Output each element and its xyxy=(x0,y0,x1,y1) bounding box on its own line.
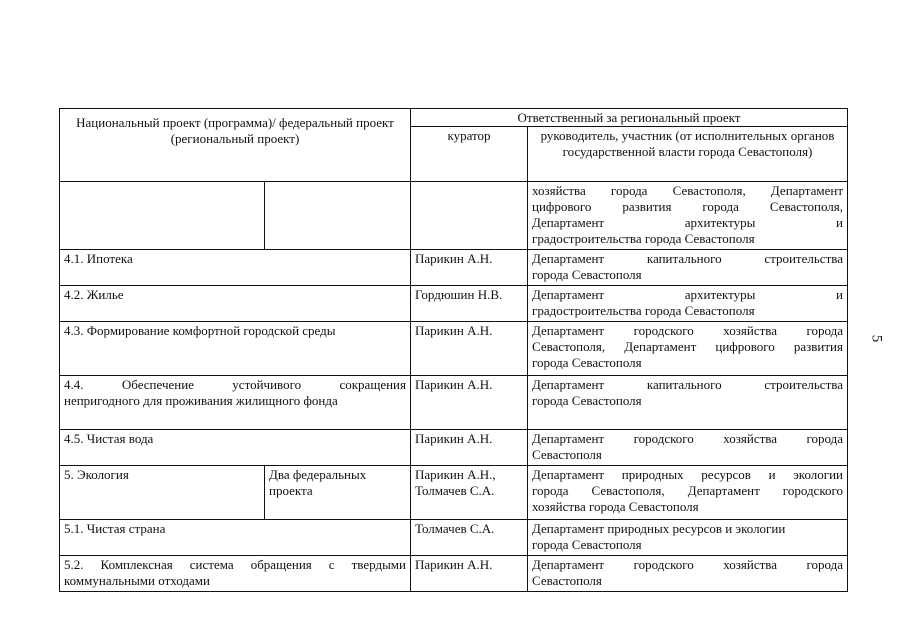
table-row xyxy=(60,286,848,322)
text-line: Севастополя xyxy=(532,573,602,588)
curator-cell: Парикин А.Н. xyxy=(411,322,528,376)
project-cell xyxy=(60,556,411,592)
text-line: города Севастополя, Департамент городского xyxy=(532,483,843,498)
project-cell: 4.1. Ипотека xyxy=(60,250,411,286)
continuation-row xyxy=(60,182,848,250)
leader-cell xyxy=(528,322,848,376)
text-line: 5.2. Комплексная система обращения с твердыми xyxy=(64,557,406,572)
project-cell: 5.1. Чистая страна xyxy=(60,520,411,556)
leader-cell xyxy=(528,430,848,466)
curator-cell: Гордюшин Н.В. xyxy=(411,286,528,322)
curator-cell: Толмачев С.А. xyxy=(411,520,528,556)
table-row xyxy=(60,520,848,556)
project-cell xyxy=(60,376,411,430)
text-line: Севастополя, Департамент цифрового развития xyxy=(532,339,843,354)
text-line: цифрового развития города Севастополя, xyxy=(532,199,843,214)
text-line: градостроительства города Севастополя xyxy=(532,303,755,318)
curator-cell: Парикин А.Н. xyxy=(411,430,528,466)
table-row xyxy=(60,250,848,286)
responsibility-table xyxy=(59,108,848,592)
project-cell: 4.2. Жилье xyxy=(60,286,411,322)
text-line: коммунальными отходами xyxy=(64,573,210,588)
text-line: Департамент городского хозяйства города xyxy=(532,323,843,338)
leader-cell xyxy=(528,376,848,430)
curator-cell: Парикин А.Н. xyxy=(411,376,528,430)
text-line: Департамент капитального строительства xyxy=(532,251,843,266)
table-row xyxy=(60,466,848,520)
text-line: Департамент архитектуры и xyxy=(532,215,843,230)
page-number: 5 xyxy=(868,334,885,343)
leader-cell xyxy=(528,250,848,286)
text-line: непригодного для проживания жилищного фонда xyxy=(64,393,338,408)
table-row xyxy=(60,430,848,466)
text-line: 4.4. Обеспечение устойчивого сокращения xyxy=(64,377,406,392)
cell-empty xyxy=(411,182,528,250)
text-line: Департамент капитального строительства xyxy=(532,377,843,392)
text-line: города Севастополя xyxy=(532,537,642,552)
text-line: Департамент городского хозяйства города xyxy=(532,431,843,446)
leader-cell xyxy=(528,556,848,592)
table-row xyxy=(60,322,848,376)
curator-cell xyxy=(411,466,528,520)
header-row xyxy=(60,109,848,127)
header-curator: куратор xyxy=(411,127,528,182)
header-leader: руководитель, участник (от исполнительных органов государственной власти города Севастополя) xyxy=(528,127,848,182)
text-line: города Севастополя xyxy=(532,393,642,408)
text-line: хозяйства города Севастополя, Департамент xyxy=(532,183,843,198)
header-responsible: Ответственный за региональный проект xyxy=(411,109,848,127)
text-line: Севастополя xyxy=(532,447,602,462)
leader-cell xyxy=(528,286,848,322)
text-line: хозяйства города Севастополя xyxy=(532,499,699,514)
text-line: Парикин А.Н., xyxy=(415,467,496,482)
text-line: Департамент городского хозяйства города xyxy=(532,557,843,572)
continuation-leader xyxy=(528,182,848,250)
cell-empty xyxy=(60,182,265,250)
text-line: города Севастополя xyxy=(532,267,642,282)
project-cell: 4.3. Формирование комфортной городской среды xyxy=(60,322,411,376)
project-cell: 5. Экология xyxy=(60,466,265,520)
table-row xyxy=(60,556,848,592)
text-line: Департамент природных ресурсов и экологии xyxy=(532,521,786,536)
leader-cell xyxy=(528,520,848,556)
text-line: градостроительства города Севастополя xyxy=(532,231,755,246)
leader-cell xyxy=(528,466,848,520)
curator-cell: Парикин А.Н. xyxy=(411,556,528,592)
federal-note-cell: Два федеральных проекта xyxy=(265,466,411,520)
text-line: Департамент природных ресурсов и экологии xyxy=(532,467,843,482)
text-line: города Севастополя xyxy=(532,355,642,370)
header-project: Национальный проект (программа)/ федеральный проект (региональный проект) xyxy=(60,109,411,182)
table-row xyxy=(60,376,848,430)
project-cell: 4.5. Чистая вода xyxy=(60,430,411,466)
text-line: Толмачев С.А. xyxy=(415,483,495,498)
curator-cell: Парикин А.Н. xyxy=(411,250,528,286)
cell-empty xyxy=(265,182,411,250)
text-line: Департамент архитектуры и xyxy=(532,287,843,302)
